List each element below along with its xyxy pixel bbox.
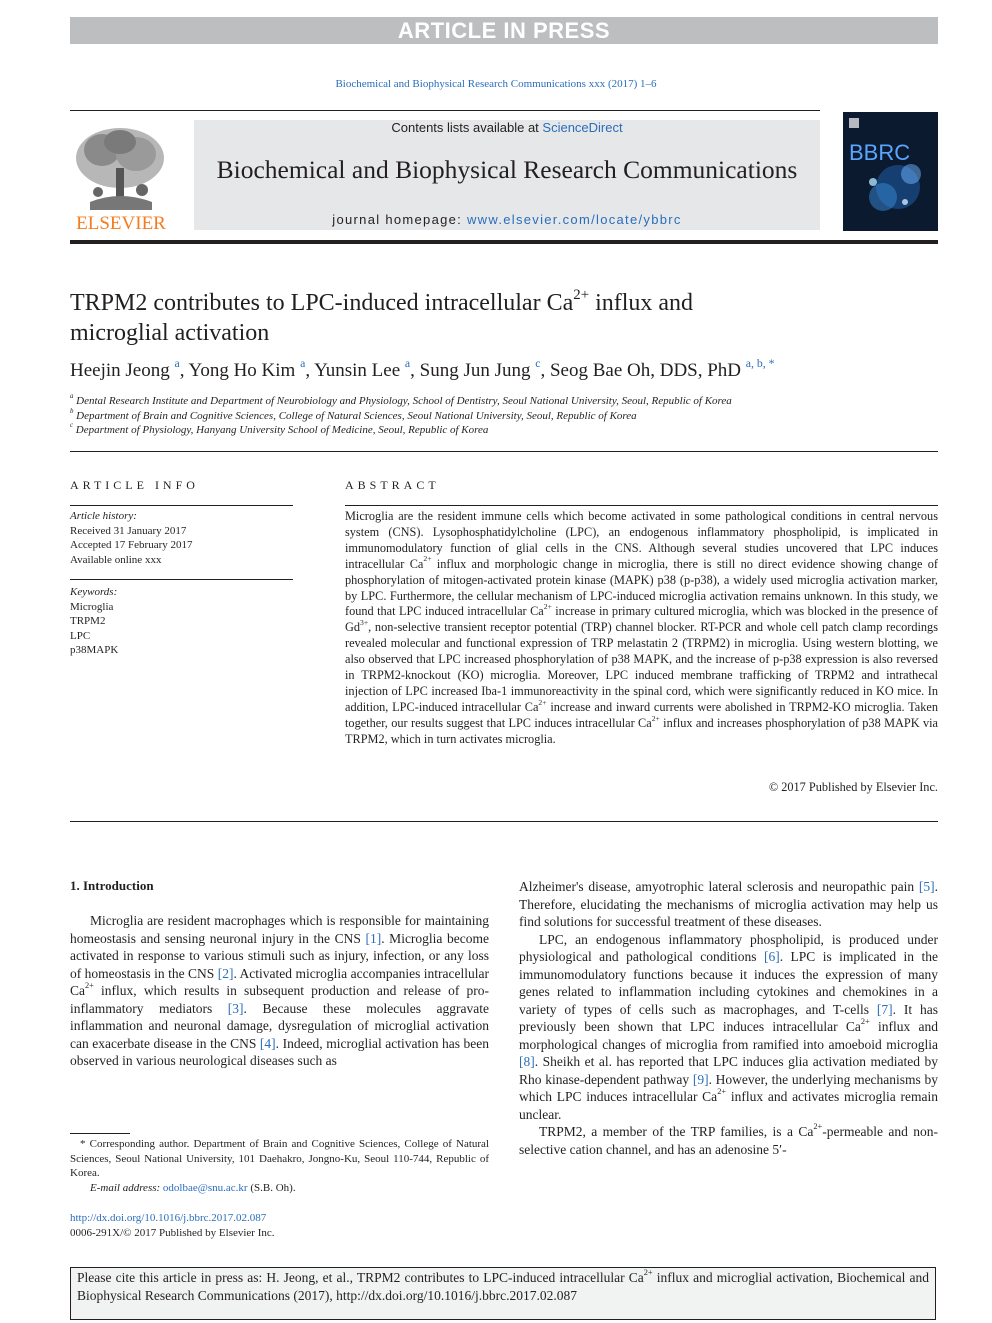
author[interactable]: Seog Bae Oh, DDS, PhD $^{a, b, *}$ (549, 356, 775, 381)
reference-link[interactable]: [8] (519, 1054, 535, 1069)
introduction-heading: 1. Introduction (70, 878, 154, 893)
affiliation: $^a$ Dental Research Institute and Department of Neurobiology and Physiology, School of Dentistry, Seoul National University, Seoul, Republic of Korea (70, 393, 732, 407)
keyword: LPC (70, 629, 91, 642)
affiliation: $^c$ Department of Physiology, Hanyang University School of Medicine, Seoul, Republic of Korea (70, 422, 489, 436)
author-list: Heejin Jeong $^a$, Yong Ho Kim $^a$, Yunsin Lee $^a$, Sung Jun Jung $^c$, Seog Bae Oh, DDS, PhD $^{a, b, *}$ (70, 356, 775, 381)
contents-prefix: Contents lists available at (391, 120, 543, 135)
homepage-link[interactable]: www.elsevier.com/locate/ybbrc (466, 212, 682, 227)
reference-link[interactable]: [1] (365, 930, 382, 946)
doi-link[interactable]: http://dx.doi.org/10.1016/j.bbrc.2017.02.087 (70, 1212, 267, 1224)
header-rule (70, 110, 820, 111)
issn-line: 0006-291X/© 2017 Published by Elsevier Inc. (70, 1227, 275, 1239)
article-info-heading: ARTICLE INFO (70, 478, 199, 492)
paragraph: Alzheimer's disease, amyotrophic lateral sclerosis and neuropathic pain [5]. Therefore, elucidating the mechanisms of microglia activation may help us find solutions for successful treatment of these diseases. (519, 879, 938, 929)
cover-art (843, 112, 938, 231)
author[interactable]: Yong Ho Kim $^a$ (188, 356, 306, 381)
keywords-rule (70, 579, 293, 580)
reference-link[interactable]: [9] (692, 1071, 709, 1087)
section-rule (70, 451, 938, 452)
svg-text:ELSEVIER: ELSEVIER (76, 213, 166, 232)
journal-cover-image (843, 112, 938, 231)
section-rule (70, 821, 938, 822)
body-column-right (519, 878, 938, 1158)
keyword: TRPM2 (70, 615, 106, 627)
keyword: p38MAPK (70, 644, 119, 656)
article-info-rule (70, 505, 293, 506)
affiliations (70, 394, 930, 438)
abstract-copyright: © 2017 Published by Elsevier Inc. (768, 780, 938, 794)
article-history: Article history: Received 31 January 2017 Accepted 17 February 2017 Available online xxx (70, 509, 293, 568)
article-in-press-banner: ARTICLE IN PRESS (70, 17, 938, 44)
reference-link[interactable]: [4] (259, 1035, 276, 1051)
homepage-prefix: journal homepage: (332, 212, 467, 227)
please-cite-box: Please cite this article in press as: H. Jeong, et al., TRPM2 contributes to LPC-induced intracellular $Ca^{2+}$ influx and microglial activation, Biochemical and Biophysical Research Communications (2017), http://dx.doi.org/10.1016/j.bbrc.2017.02.087 (70, 1267, 936, 1320)
author[interactable]: Heejin Jeong $^a$ (70, 356, 180, 381)
abstract-heading: ABSTRACT (345, 478, 440, 492)
keyword: Microglia (70, 600, 114, 613)
svg-text:BBRC: BBRC (849, 140, 911, 165)
contents-availability (194, 120, 820, 135)
journal-citation-link[interactable]: Biochemical and Biophysical Research Communications xxx (2017) 1–6 (335, 78, 657, 90)
paragraph: Microglia are resident macrophages which is responsible for maintaining homeostasis and sensing neuronal injury in the CNS [1]. Microglia become activated in response to various stimuli such as injury, infection, or any loss of homeostasis in the CNS [2]. Activated microglia accompanies intracellular $Ca^{2+}$ influx, which results in subsequent production and release of pro-inflammatory mediators [3]. Because these molecules aggravate inflammation and neuronal damage, dysregulation of microglial activation can exacerbate disease in the CNS [4]. Indeed, microglial activation has been observed in various neurological diseases such as (70, 913, 490, 1068)
paragraph: TRPM2, a member of the TRP families, is a $Ca^{2+}$-permeable and non-selective cation channel, and has an adenosine 5′- (519, 1122, 939, 1157)
abstract-text: Microglia are the resident immune cells which become activated in some pathological conditions in central nervous system (CNS). Lysophosphatidylcholine (LPC), an endogenous inflammatory phospholipid, is implicated in immunomodulatory function of glial cells in the CNS. Although several studies uncovered that LPC induces intracellular $Ca^{2+}$ influx and morphologic change in microglia, there is still no direct evidence showing change of phosphorylation of mitogen-activated protein kinase (MAPK) p38 (p-p38), a widely used microglia activation marker, by LPC. Furthermore, the cellular mechanism of LPC-induced microglia activation remains unknown. In this study, we found that LPC induced intracellular $Ca^{2+}$ increase in primary cultured microglia, which was blocked in the presence of $Gd^{3+}$, non-selective transient receptor potential (TRP) channel blocker. RT-PCR and whole cell patch clamp recordings revealed molecular and functional expression of TRP melastatin 2 (TRPM2) in microglia. Using western blotting, we also observed that LPC increased phosphorylation of p38 MAPK, and the increase of p-p38 expression is also reversed in TRPM2-knockout (KO) microglia. Moreover, LPC induced membrane trafficking of TRPM2 and intrathecal injection of LPC increased Iba-1 immunoreactivity in the spinal cord, which were significantly reduced in KO mice. In addition, LPC-induced intracellular $Ca^{2+}$ increase and inward currents were abolished in TRPM2-KO microglia. Taken together, our results suggest that LPC induces intracellular $Ca^{2+}$ influx and increases phosphorylation of p38 MAPK via TRPM2, which in turn activates microglia. (345, 509, 939, 746)
keywords: Keywords: Microglia TRPM2 LPC p38MAPK (70, 585, 293, 658)
elsevier-tree-icon (70, 120, 172, 232)
reference-link[interactable]: [6] (763, 949, 780, 964)
history-online: Available online xxx (70, 554, 162, 567)
header-thick-rule (70, 240, 938, 244)
reference-link[interactable]: [7] (876, 1001, 893, 1017)
author[interactable]: Sung Jun Jung $^c$ (419, 356, 541, 381)
paragraph: LPC, an endogenous inflammatory phospholipid, is produced under physiological and pathological conditions [6]. LPC is implicated in the immunomodulatory functions because it induces the expression of many genes related to inflammation including cytokines and chemokines in a variety of types of cells such as macrophages, and T-cells [7]. It has previously been shown that LPC induces intracellular $Ca^{2+}$ influx and morphological changes of microglia from ramified into amoeboid microglia [8]. Sheikh et al. has reported that LPC induces glia activation mediated by Rho kinase-dependent pathway [9]. However, the underlying mechanisms by which LPC induces intracellular $Ca^{2+}$ influx and activates microglia remain unclear. (519, 931, 939, 1122)
journal-title: Biochemical and Biophysical Research Communications (216, 155, 798, 184)
corresponding-author-footnote: * Corresponding author. Department of Brain and Cognitive Sciences, College of Natural Sciences, Seoul National University, 101 Daehakro, Jongno-Ku, Seoul 110-744, Republic of Korea. E-mail address: odolbae@snu.ac.kr (S.B. Oh). (70, 1138, 489, 1194)
reference-link[interactable]: [3] (227, 1000, 244, 1016)
doi-block (70, 1211, 489, 1241)
email-link[interactable]: odolbae@snu.ac.kr (162, 1181, 248, 1194)
article-title: TRPM2 contributes to LPC-induced intracellular $Ca^{2+}$ influx and microglial activation (70, 286, 694, 346)
footnote-rule (70, 1133, 130, 1134)
sciencedirect-link[interactable]: ScienceDirect (542, 120, 623, 135)
journal-homepage (194, 212, 820, 227)
history-received: Received 31 January 2017 (70, 524, 187, 537)
abstract-rule (345, 505, 938, 506)
reference-link[interactable]: [5] (918, 879, 935, 894)
affiliation: $^b$ Department of Brain and Cognitive Sciences, College of Natural Sciences, Seoul National University, Seoul, Republic of Korea (70, 407, 637, 422)
body-column-left (70, 912, 489, 1070)
author[interactable]: Yunsin Lee $^a$ (314, 356, 411, 381)
history-accepted: Accepted 17 February 2017 (70, 539, 193, 552)
elsevier-logo (70, 120, 172, 232)
reference-link[interactable]: [2] (217, 965, 234, 981)
